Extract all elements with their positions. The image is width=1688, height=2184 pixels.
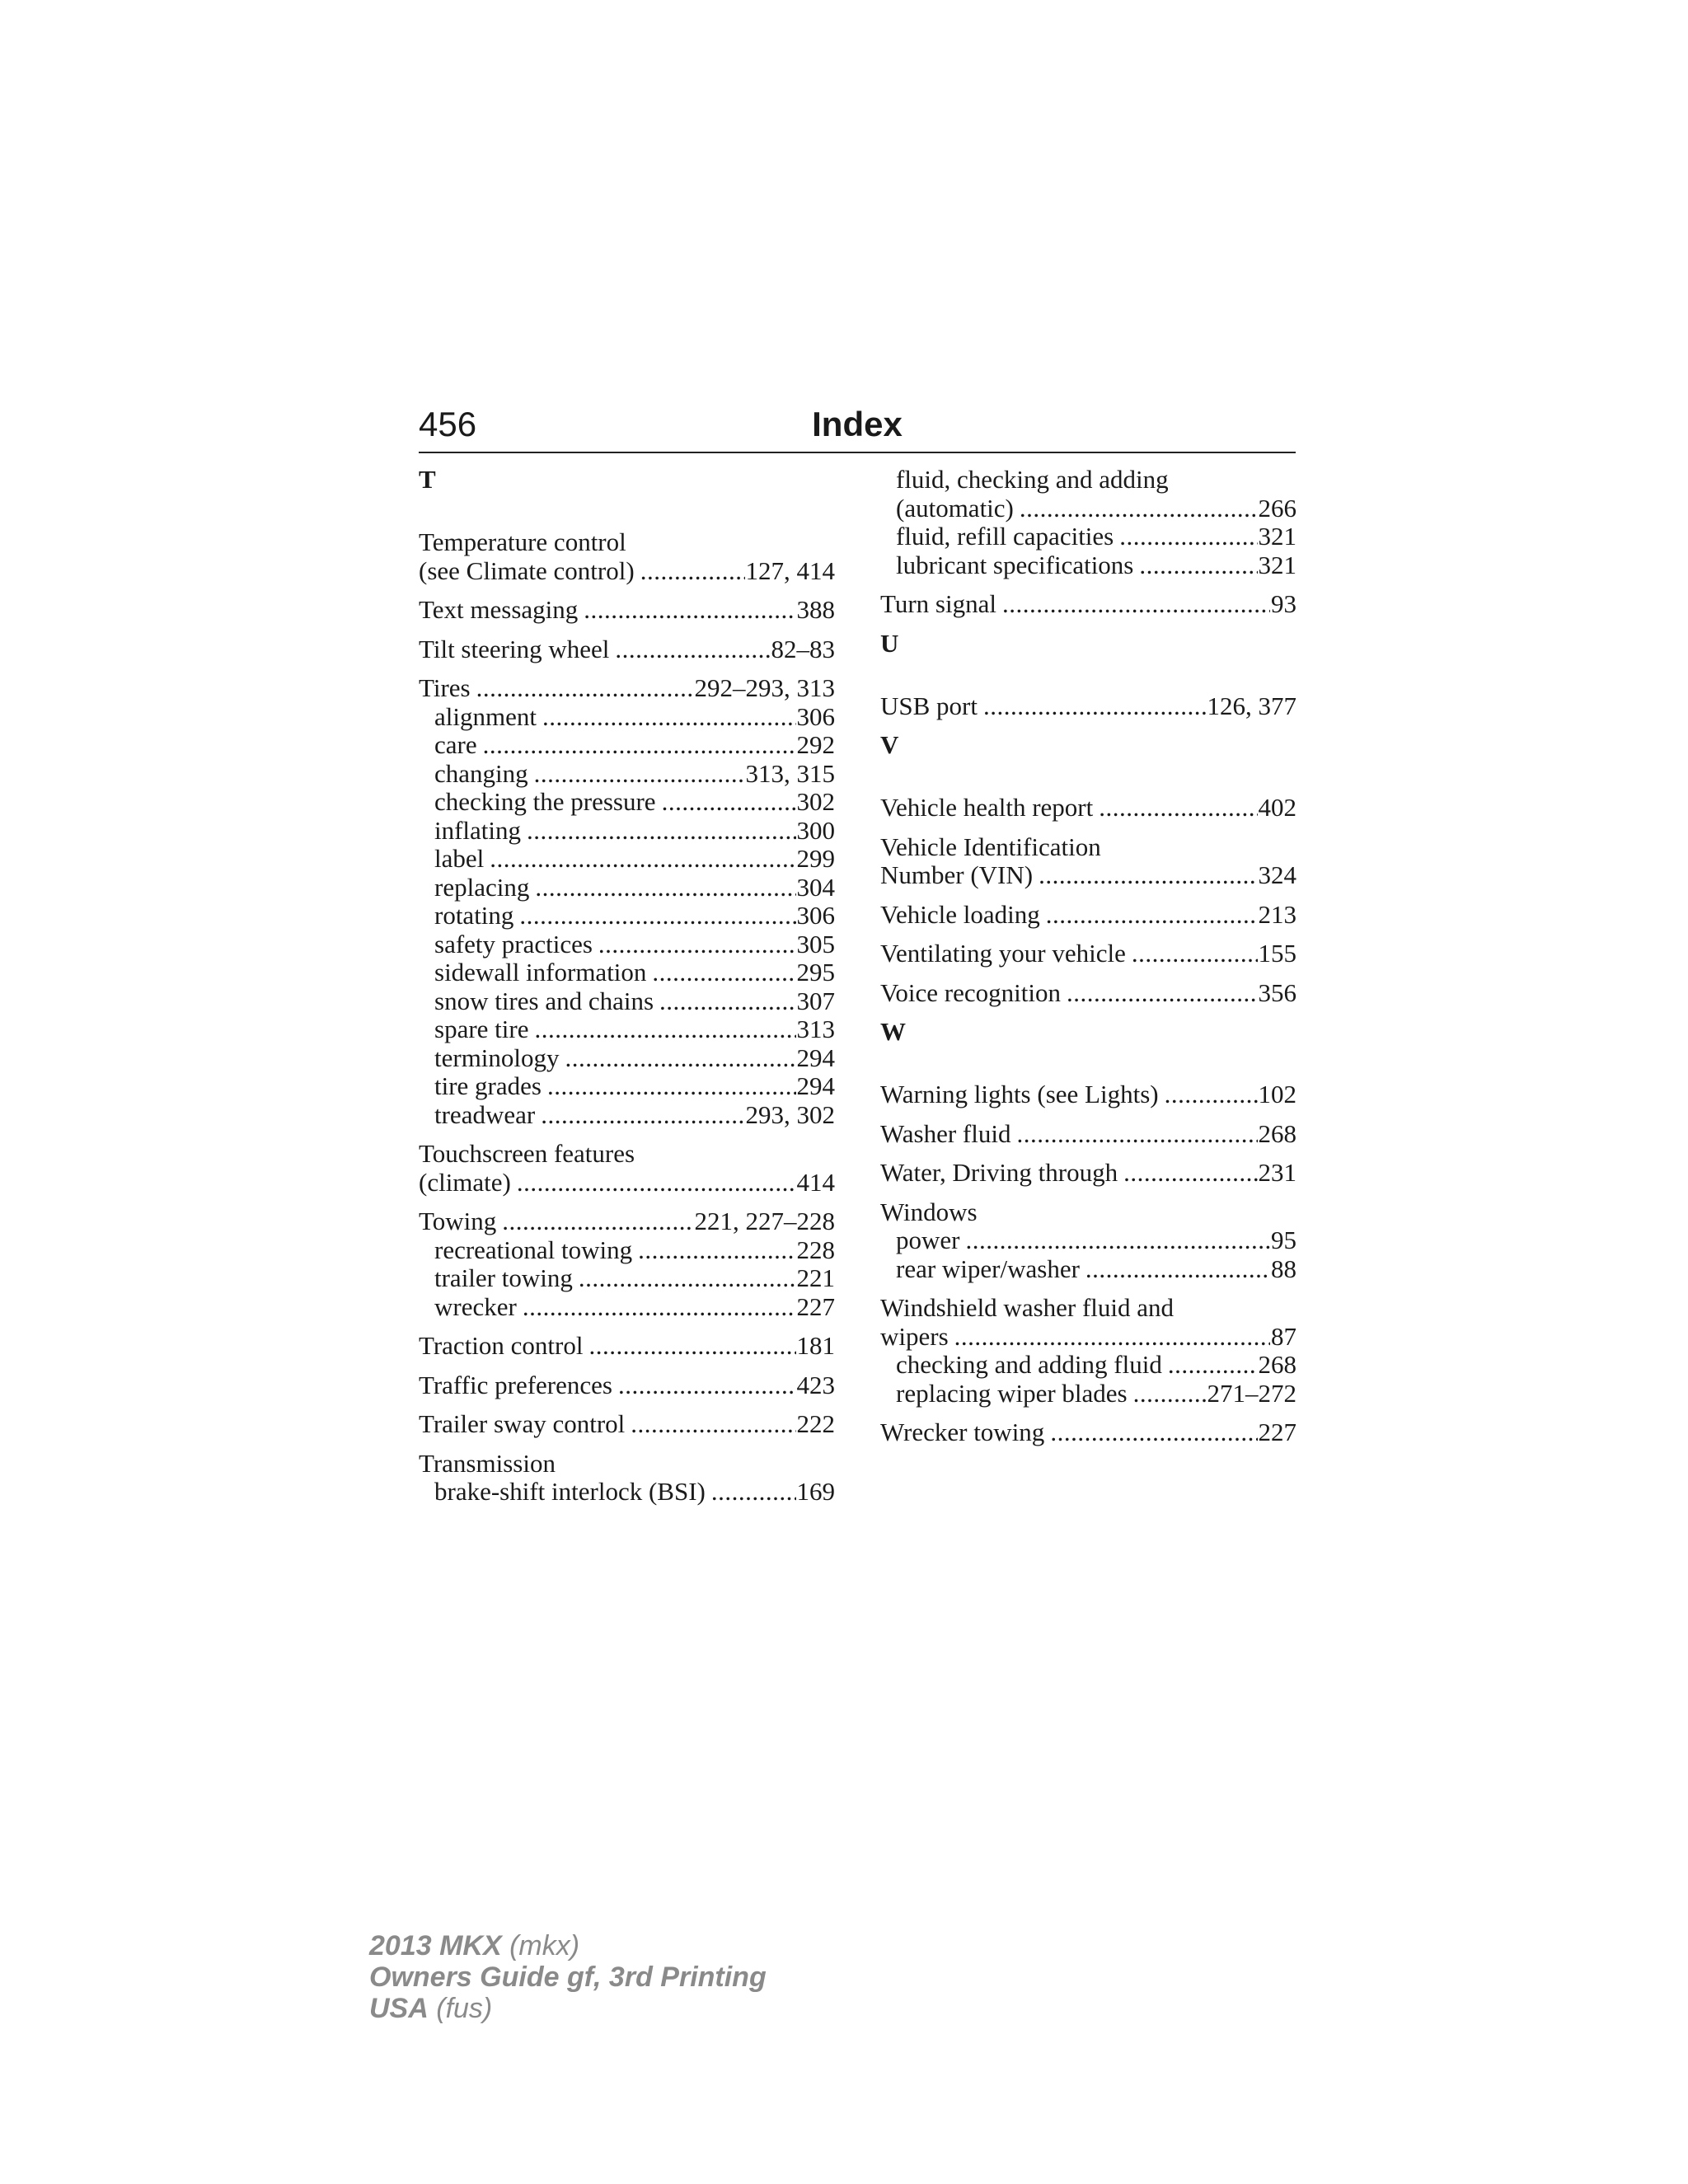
dot-leader	[1123, 1159, 1257, 1188]
entry-term: Touchscreen features	[419, 1139, 635, 1168]
dot-leader	[1165, 1080, 1258, 1109]
entry-term: fluid, checking and adding	[896, 465, 1169, 494]
entry-term: terminology	[434, 1043, 560, 1072]
index-entry	[880, 1198, 1296, 1284]
entry-term: checking and adding fluid	[896, 1350, 1162, 1379]
dot-leader	[534, 760, 745, 789]
page-reference: 294	[796, 1071, 835, 1100]
entry-term: Water, Driving through	[880, 1158, 1118, 1187]
entry-term: Traffic preferences	[419, 1370, 612, 1399]
page-reference: 292	[796, 730, 835, 759]
index-subentry	[419, 817, 835, 846]
entry-term: Tilt steering wheel	[419, 634, 610, 663]
print-footer	[369, 1930, 767, 2024]
page-reference: 87	[1271, 1321, 1296, 1351]
entry-term: Towing	[419, 1207, 497, 1235]
entry-term: replacing	[434, 872, 530, 902]
dot-leader	[535, 874, 795, 902]
footer-region-code: (fus)	[428, 1993, 493, 2024]
page-reference: 300	[796, 815, 835, 845]
page-reference: 213	[1258, 899, 1296, 929]
index-subentry	[880, 523, 1296, 551]
entry-term: Vehicle Identification	[880, 832, 1101, 861]
footer-region: USA	[369, 1993, 429, 2024]
index-subentry	[419, 760, 835, 789]
page-reference: 313, 315	[745, 758, 835, 788]
footer-line-model	[369, 1930, 767, 1961]
dot-leader	[588, 1332, 795, 1361]
page-reference: 324	[1258, 860, 1296, 889]
dot-leader	[615, 635, 770, 664]
page-reference: 306	[796, 701, 835, 731]
index-subentry	[419, 1072, 835, 1101]
index-entry-line	[419, 596, 835, 625]
page-reference: 181	[796, 1331, 835, 1360]
footer-line-guide	[369, 1961, 767, 1993]
dot-leader	[1085, 1255, 1270, 1284]
index-subentry	[419, 703, 835, 732]
entry-term: sidewall information	[434, 958, 647, 987]
entry-term: checking the pressure	[434, 787, 656, 816]
dot-leader	[1119, 523, 1257, 551]
index-entry	[419, 674, 835, 1129]
index-entry	[880, 1120, 1296, 1149]
dot-leader	[1046, 901, 1258, 930]
dot-leader	[527, 817, 795, 846]
index-subentry	[419, 788, 835, 817]
page-reference: 266	[1258, 493, 1296, 523]
index-subentry	[880, 494, 1296, 523]
index-entry-line	[880, 979, 1296, 1008]
page-reference: 227	[1258, 1418, 1296, 1446]
page-reference: 228	[796, 1235, 835, 1264]
entry-term: Wrecker towing	[880, 1418, 1045, 1446]
index-entry-line	[419, 635, 835, 664]
entry-term: tire grades	[434, 1071, 542, 1100]
dot-leader	[579, 1264, 796, 1293]
entry-term: Washer fluid	[880, 1118, 1011, 1148]
entry-term: changing	[434, 758, 528, 788]
index-subentry	[880, 1255, 1296, 1284]
index-entry	[880, 1080, 1296, 1109]
index-subentry	[880, 551, 1296, 580]
entry-term: Transmission	[419, 1448, 556, 1478]
dot-leader	[541, 1101, 744, 1130]
entry-term: Number (VIN)	[880, 860, 1034, 889]
index-subentry	[880, 1351, 1296, 1380]
dot-leader	[1020, 494, 1258, 523]
page-reference: 313	[796, 1015, 835, 1043]
dot-leader	[983, 692, 1207, 721]
dot-leader	[1067, 979, 1258, 1008]
dot-leader	[565, 1044, 796, 1073]
index-entry	[880, 794, 1296, 823]
entry-term: Warning lights (see Lights)	[880, 1080, 1159, 1108]
entry-term: Voice recognition	[880, 977, 1061, 1007]
index-entry-line	[880, 1323, 1296, 1352]
dot-leader	[584, 596, 795, 625]
entry-term: alignment	[434, 701, 537, 731]
dot-leader	[1139, 551, 1257, 580]
dot-leader	[483, 731, 796, 760]
index-entry-line	[880, 692, 1296, 721]
dot-leader	[476, 674, 694, 703]
header-divider	[419, 452, 1296, 453]
index-entry	[419, 528, 835, 585]
dot-leader	[965, 1226, 1270, 1255]
entry-term: safety practices	[434, 929, 593, 958]
entry-term: wipers	[880, 1321, 949, 1351]
footer-line-region	[369, 1993, 767, 2024]
dot-leader	[1039, 861, 1257, 890]
dot-leader	[1016, 1120, 1257, 1149]
entry-term: USB port	[880, 691, 978, 720]
dot-leader	[1133, 1380, 1207, 1408]
page-reference: 155	[1258, 939, 1296, 968]
page-reference: 302	[796, 787, 835, 816]
page-reference: 305	[796, 929, 835, 958]
index-entry-line	[880, 901, 1296, 930]
index-subentry	[419, 1101, 835, 1130]
page-reference: 271–272	[1207, 1378, 1296, 1408]
footer-model: 2013 MKX	[369, 1930, 502, 1961]
entry-term: rotating	[434, 901, 514, 930]
page-reference: 356	[1258, 977, 1296, 1007]
page-reference: 95	[1271, 1226, 1296, 1254]
entry-term: replacing wiper blades	[896, 1378, 1128, 1408]
index-entry-line	[880, 1159, 1296, 1188]
index-entry-line	[419, 1450, 835, 1479]
index-entry	[419, 635, 835, 664]
index-entry-line	[880, 590, 1296, 619]
entry-term: Tires	[419, 673, 471, 702]
page-reference: 293, 302	[745, 1099, 835, 1129]
index-entry	[880, 1418, 1296, 1447]
dot-leader	[631, 1410, 795, 1439]
page-header	[419, 404, 1296, 453]
index-entry	[419, 1410, 835, 1439]
index-entry-line	[880, 1198, 1296, 1227]
index-entry-line	[880, 794, 1296, 823]
page-reference: 306	[796, 901, 835, 930]
index-entry	[880, 1294, 1296, 1408]
page-reference: 82–83	[771, 634, 835, 663]
page-reference: 227	[796, 1291, 835, 1321]
index-subentry	[419, 930, 835, 959]
index-entry	[880, 692, 1296, 721]
page-reference: 414	[796, 1167, 835, 1197]
dot-leader	[490, 845, 795, 874]
page-title: Index	[812, 405, 903, 443]
entry-term: label	[434, 844, 485, 873]
page-reference: 321	[1258, 522, 1296, 551]
entry-term: Temperature control	[419, 527, 626, 556]
entry-term: treadwear	[434, 1099, 536, 1129]
dot-leader	[618, 1371, 796, 1400]
dot-leader	[1002, 590, 1270, 619]
dot-leader	[711, 1478, 796, 1507]
page-reference: 304	[796, 872, 835, 902]
index-subentry	[419, 1236, 835, 1265]
index-subentry	[419, 845, 835, 874]
page-reference: 88	[1271, 1254, 1296, 1283]
page-reference: 402	[1258, 793, 1296, 822]
index-entry	[419, 1371, 835, 1400]
dot-leader	[640, 557, 745, 586]
page-reference: 294	[796, 1043, 835, 1072]
index-entry	[880, 901, 1296, 930]
entry-term: (climate)	[419, 1167, 511, 1197]
entry-term: Vehicle health report	[880, 793, 1094, 822]
index-entry-line	[419, 1371, 835, 1400]
entry-term: Traction control	[419, 1331, 584, 1360]
page-reference: 93	[1271, 589, 1296, 618]
index-entry-line	[880, 1294, 1296, 1323]
page-reference: 268	[1258, 1118, 1296, 1148]
entry-term: recreational towing	[434, 1235, 633, 1264]
dot-leader	[547, 1072, 796, 1101]
dot-leader	[1099, 794, 1257, 823]
index-subentry	[880, 1380, 1296, 1408]
index-entry-line	[419, 1410, 835, 1439]
index-entry-line	[880, 940, 1296, 968]
dot-leader	[652, 958, 795, 987]
index-entry-line	[880, 1080, 1296, 1109]
entry-term: Vehicle loading	[880, 899, 1040, 929]
page-reference: 295	[796, 958, 835, 987]
page-reference: 169	[796, 1477, 835, 1506]
index-entry	[880, 940, 1296, 968]
index-subentry	[419, 902, 835, 930]
index-entry	[880, 979, 1296, 1008]
index-subentry	[880, 1226, 1296, 1255]
entry-term: spare tire	[434, 1015, 529, 1043]
section-letter-u: U	[880, 628, 899, 658]
index-entry	[419, 1450, 835, 1507]
index-subentry	[419, 1264, 835, 1293]
index-entry-line	[419, 1207, 835, 1236]
page-reference: 292–293, 313	[694, 673, 835, 702]
entry-term: Turn signal	[880, 589, 996, 618]
entry-term: rear wiper/washer	[896, 1254, 1080, 1283]
section-letter-t: T	[419, 465, 436, 494]
page-reference: 268	[1258, 1350, 1296, 1379]
page-reference: 126, 377	[1207, 691, 1296, 720]
index-entry-line	[419, 528, 835, 557]
footer-model-code: (mkx)	[501, 1930, 580, 1961]
dot-leader	[598, 930, 796, 959]
index-entry	[419, 596, 835, 625]
index-entry-line	[419, 557, 835, 586]
entry-term: (see Climate control)	[419, 555, 635, 585]
index-entry-line	[880, 861, 1296, 890]
index-column-right	[880, 466, 1296, 1458]
section-letter-w: W	[880, 1017, 906, 1046]
dot-leader	[542, 703, 796, 732]
index-entry-line	[419, 1332, 835, 1361]
entry-term: snow tires and chains	[434, 986, 654, 1015]
entry-term: inflating	[434, 815, 522, 845]
page-reference: 221, 227–228	[694, 1207, 835, 1235]
page-reference: 102	[1258, 1080, 1296, 1108]
dot-leader	[1168, 1351, 1258, 1380]
index-subentry	[880, 466, 1296, 494]
entry-term: Text messaging	[419, 595, 579, 624]
dot-leader	[517, 1169, 796, 1197]
index-subentry	[419, 1044, 835, 1073]
dot-leader	[1050, 1418, 1257, 1447]
dot-leader	[638, 1236, 795, 1265]
index-subentry	[419, 1293, 835, 1322]
index-column-left	[419, 466, 835, 1517]
dot-leader	[1132, 940, 1258, 968]
index-entry	[419, 1332, 835, 1361]
entry-term: Windshield washer fluid and	[880, 1293, 1175, 1322]
page-reference: 299	[796, 844, 835, 873]
entry-term: (automatic)	[896, 493, 1014, 523]
page-reference: 388	[796, 595, 835, 624]
entry-term: Ventilating your vehicle	[880, 939, 1126, 968]
entry-term: Windows	[880, 1197, 978, 1226]
dot-leader	[523, 1293, 796, 1322]
index-entry	[419, 1140, 835, 1197]
index-entry-line	[880, 833, 1296, 862]
dot-leader	[502, 1207, 693, 1236]
dot-leader	[659, 987, 795, 1016]
page-reference: 231	[1258, 1158, 1296, 1187]
page-reference: 321	[1258, 550, 1296, 579]
index-entry-line	[419, 674, 835, 703]
entry-term: Trailer sway control	[419, 1409, 626, 1438]
dot-leader	[662, 788, 796, 817]
page-reference: 307	[796, 986, 835, 1015]
index-subentry	[419, 874, 835, 902]
index-entry	[880, 590, 1296, 619]
index-subentry	[419, 987, 835, 1016]
index-entry-line	[880, 1120, 1296, 1149]
dot-leader	[534, 1015, 795, 1044]
footer-guide: Owners Guide gf, 3rd Printing	[369, 1961, 767, 1993]
dot-leader	[519, 902, 795, 930]
index-entry-line	[419, 1169, 835, 1197]
section-letter-v: V	[880, 730, 899, 759]
entry-term: lubricant specifications	[896, 550, 1134, 579]
index-entry	[880, 466, 1296, 579]
dot-leader	[954, 1323, 1270, 1352]
index-subentry	[419, 1478, 835, 1507]
index-subentry	[419, 1015, 835, 1044]
index-entry	[880, 1159, 1296, 1188]
entry-term: wrecker	[434, 1291, 517, 1321]
page-number: 456	[419, 405, 477, 443]
index-entry	[419, 1207, 835, 1321]
entry-term: fluid, refill capacities	[896, 522, 1114, 551]
entry-term: trailer towing	[434, 1263, 573, 1292]
index-entry-line	[419, 1140, 835, 1169]
entry-term: care	[434, 730, 477, 759]
page-reference: 127, 414	[745, 555, 835, 585]
page-reference: 222	[796, 1409, 835, 1438]
index-subentry	[419, 731, 835, 760]
index-subentry	[419, 958, 835, 987]
page-reference: 221	[796, 1263, 835, 1292]
index-entry-line	[880, 1418, 1296, 1447]
index-entry	[880, 833, 1296, 890]
entry-term: brake-shift interlock (BSI)	[434, 1477, 706, 1506]
entry-term: power	[896, 1226, 960, 1254]
page-reference: 423	[796, 1370, 835, 1399]
